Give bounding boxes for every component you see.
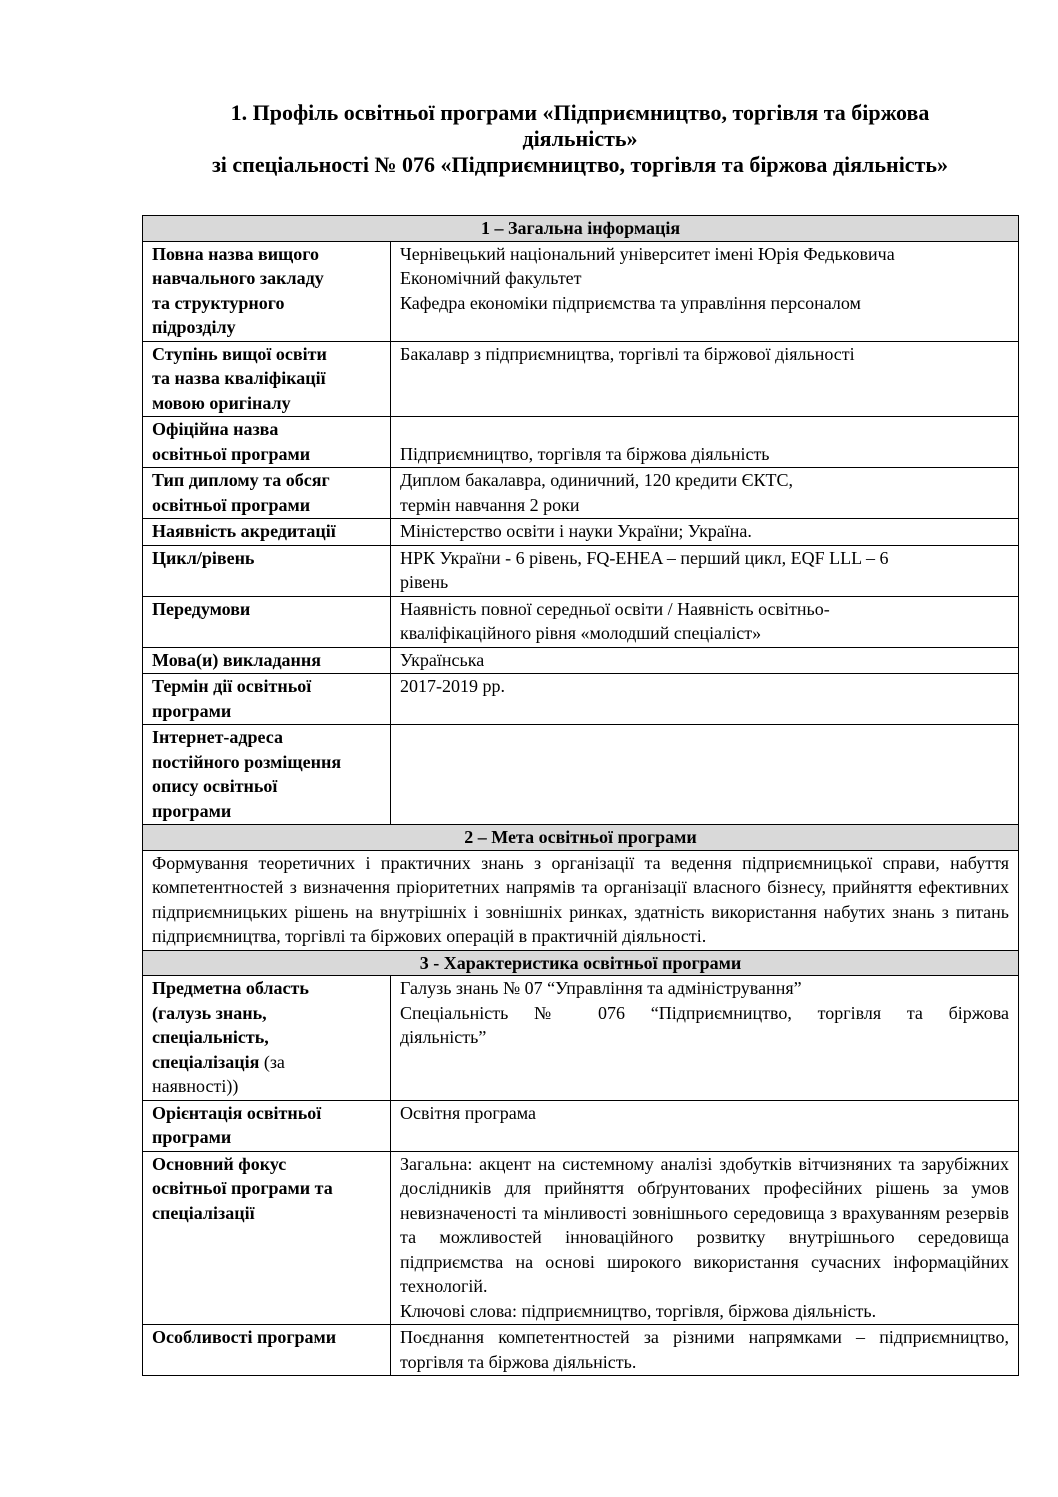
- value-line: Наявність повної середньої освіти / Наявність освітньо-: [400, 598, 830, 619]
- section-header-goal: [143, 825, 1019, 851]
- label-line: Термін дії освітньої: [152, 676, 312, 696]
- value-line: 2017-2019 рр.: [400, 676, 505, 696]
- row-value: [391, 596, 1019, 647]
- value-line: Кафедра економіки підприємства та управління персоналом: [400, 292, 861, 313]
- goal-text: Формування теоретичних і практичних знань з організації та ведення підприємницької справи, набуття компетентностей з визначення пріоритетних напрямів та організації власного бізнесу, прийняття ефективних підприємницьких рішень на внутрішніх і зовнішніх ринках, здатність використання набутих знань з питань підприємництва, торгівлі та біржових операцій в практичній діяльності.: [143, 850, 1019, 950]
- table-row-degree: [143, 341, 1019, 417]
- table-row-focus: [143, 1151, 1019, 1325]
- section-3-title: 3 - Характеристика освітньої програми: [143, 950, 1019, 976]
- table-row-validity: [143, 674, 1019, 725]
- row-value: [391, 1151, 1019, 1325]
- row-value: [391, 545, 1019, 596]
- label-line: мовою оригіналу: [152, 392, 291, 413]
- value-line: Українська: [400, 649, 485, 670]
- value-line: Економічний факультет: [400, 268, 582, 288]
- label-line: Передумови: [152, 598, 251, 619]
- label-bold-part: спеціалізація: [152, 1051, 260, 1072]
- row-value: [391, 976, 1019, 1101]
- label-line: освітньої програми та: [152, 1178, 333, 1198]
- label-line: Повна назва вищого: [152, 243, 319, 264]
- row-label: [143, 545, 391, 596]
- row-label: [143, 341, 391, 417]
- value-line: НРК України - 6 рівень, FQ-EHEA – перший цикл, EQF LLL – 6: [400, 547, 889, 568]
- label-line: Орієнтація освітньої: [152, 1102, 322, 1123]
- label-line: Тип диплому та обсяг: [152, 470, 330, 490]
- keywords-text: Ключові слова: підприємництво, торгівля, біржова діяльність.: [400, 1300, 877, 1321]
- table-row-subject-area: [143, 976, 1019, 1101]
- label-line: програми: [152, 1127, 232, 1147]
- focus-text: Загальна: акцент на системному аналізі здобутків вітчизняних та зарубіжних дослідників для прийняття обґрунтованих професійних рішень за умов невизначеності та мінливості зовнішнього середовища з врахуванням резервів та можливостей інноваційного розвитку внутрішнього середовища підприємства на основі широкого використання сучасних інформаційних технологій.: [400, 1153, 1010, 1296]
- label-line: Особливості програми: [152, 1327, 337, 1347]
- row-value-empty: [391, 725, 1019, 825]
- label-line: освітньої програми: [152, 494, 311, 515]
- label-line: та структурного: [152, 292, 285, 313]
- table-row-internet-address: [143, 725, 1019, 825]
- label-line: [152, 1050, 381, 1075]
- title-line-3: зі спеціальності № 076 «Підприємництво, торгівля та біржова діяльність»: [211, 152, 949, 177]
- document-title: [140, 100, 1020, 178]
- table-row-cycle-level: [143, 545, 1019, 596]
- row-value: [391, 241, 1019, 341]
- row-label: [143, 647, 391, 674]
- row-value: [391, 468, 1019, 519]
- value-line: Підприємництво, торгівля та біржова діяльність: [400, 443, 770, 464]
- row-label: [143, 519, 391, 546]
- row-label: [143, 241, 391, 341]
- label-line: Офіційна назва: [152, 419, 279, 439]
- program-profile-table: [142, 215, 1019, 1376]
- label-line: Цикл/рівень: [152, 547, 255, 568]
- table-row-language: [143, 647, 1019, 674]
- section-1-title: 1 – Загальна інформація: [143, 216, 1019, 242]
- row-label: [143, 976, 391, 1101]
- label-line: наявності)): [152, 1076, 239, 1096]
- table-row-official-name: [143, 417, 1019, 468]
- row-label: [143, 1151, 391, 1325]
- row-label: [143, 596, 391, 647]
- table-row-institution: [143, 241, 1019, 341]
- row-value: [391, 674, 1019, 725]
- label-line: освітньої програми: [152, 443, 311, 464]
- table-row-goal: [143, 850, 1019, 950]
- value-line-blank: [400, 417, 1009, 442]
- row-value: [391, 417, 1019, 468]
- value-line: Спеціальність № 076 “Підприємництво, торгівля та біржова: [400, 1002, 1010, 1023]
- label-line: Інтернет-адреса: [152, 727, 283, 747]
- label-line: спеціальність,: [152, 1027, 269, 1047]
- row-value: [391, 519, 1019, 546]
- value-line: Галузь знань № 07 “Управління та адміністрування”: [400, 978, 802, 998]
- title-line-2: діяльність»: [522, 126, 638, 151]
- table-row-orientation: [143, 1100, 1019, 1151]
- label-line: опису освітньої: [152, 776, 278, 796]
- label-line: (галузь знань,: [152, 1002, 267, 1023]
- value-line: Чернівецький національний університет імені Юрія Федьковича: [400, 243, 895, 264]
- table-row-features: [143, 1325, 1019, 1376]
- section-header-characteristics: [143, 950, 1019, 976]
- row-value: Поєднання компетентностей за різними напрямками – підприємництво, торгівля та біржова діяльність.: [391, 1325, 1019, 1376]
- label-line: постійного розміщення: [152, 751, 342, 772]
- label-line: та назва кваліфікації: [152, 368, 326, 388]
- table-row-accreditation: [143, 519, 1019, 546]
- label-line: програми: [152, 700, 232, 721]
- value-line: Освітня програма: [400, 1102, 537, 1123]
- label-line: Основний фокус: [152, 1153, 287, 1174]
- label-line: програми: [152, 800, 232, 821]
- label-line: Мова(и) викладання: [152, 649, 322, 670]
- row-label: [143, 468, 391, 519]
- label-line: Ступінь вищої освіти: [152, 343, 327, 364]
- table-row-prerequisites: [143, 596, 1019, 647]
- value-line: діяльність”: [400, 1027, 487, 1047]
- row-label: [143, 725, 391, 825]
- row-label: [143, 417, 391, 468]
- row-value: [391, 1100, 1019, 1151]
- value-line: Бакалавр з підприємництва, торгівлі та біржової діяльності: [400, 343, 855, 364]
- label-line: спеціалізації: [152, 1202, 255, 1223]
- row-label: [143, 1325, 391, 1376]
- section-header-general: [143, 216, 1019, 242]
- label-normal-part: (за: [259, 1051, 285, 1072]
- label-line: навчального закладу: [152, 268, 324, 288]
- value-line: рівень: [400, 572, 449, 592]
- row-label: [143, 674, 391, 725]
- label-line: Предметна область: [152, 978, 309, 998]
- row-value: [391, 341, 1019, 417]
- title-line-1: 1. Профіль освітньої програми «Підприємництво, торгівля та біржова: [230, 100, 930, 125]
- row-value: [391, 647, 1019, 674]
- value-line: термін навчання 2 роки: [400, 494, 580, 515]
- row-label: [143, 1100, 391, 1151]
- value-line: кваліфікаційного рівня «молодший спеціаліст»: [400, 623, 762, 643]
- table-row-diploma-type: [143, 468, 1019, 519]
- value-line: Диплом бакалавра, одиничний, 120 кредити ЄКТС,: [400, 470, 793, 490]
- value-line: Міністерство освіти і науки України; Україна.: [400, 521, 752, 541]
- section-2-title: 2 – Мета освітньої програми: [143, 825, 1019, 851]
- label-line: підрозділу: [152, 317, 236, 337]
- label-line: Наявність акредитації: [152, 521, 336, 541]
